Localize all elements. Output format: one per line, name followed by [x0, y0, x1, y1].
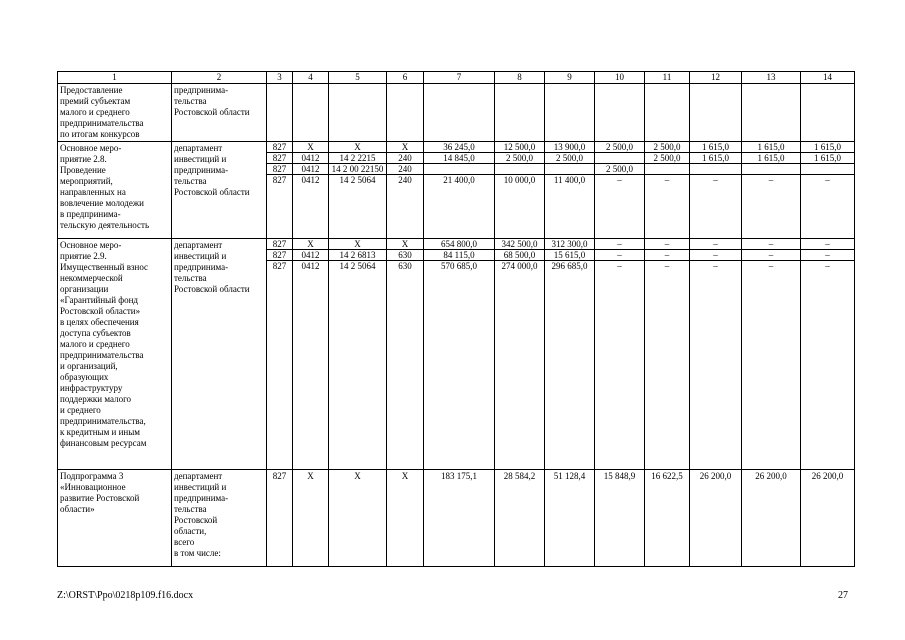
value-cell: –	[595, 250, 644, 261]
value-cell: 827	[267, 153, 292, 164]
value-cell: –	[690, 250, 741, 261]
value-cell: 2 500,0	[595, 142, 644, 153]
value-cell: 296 685,0	[551, 261, 588, 271]
value-cell	[645, 164, 689, 175]
value-cell: –	[768, 261, 774, 271]
value-cell: 10 000,0	[503, 175, 536, 185]
responsible-org: департамент инвестиций и предпринима- тельства Ростовской области	[172, 142, 267, 239]
value-cell: 26 200,0	[742, 470, 801, 567]
value-cell: 0412	[301, 175, 320, 185]
col-8-cells	[495, 142, 545, 239]
program-name: Предоставление премий субъектам малого и среднего предпринимательства по итогам конкурсов	[58, 84, 172, 142]
value-cell: 2 500,0	[645, 142, 689, 153]
value-cell: 240	[387, 164, 423, 175]
value-cell: –	[768, 175, 774, 185]
program-name: Подпрограмма 3 «Инновационное развитие Ростовской области»	[58, 470, 172, 567]
value-cell: 21 400,0	[443, 175, 475, 185]
value-cell: 0412	[293, 164, 328, 175]
value-cell: 36 245,0	[424, 142, 494, 153]
value-cell: X	[329, 470, 387, 567]
value-cell: 14 2 5064	[339, 261, 376, 271]
value-cell: 15 848,9	[595, 470, 645, 567]
value-cell	[690, 164, 741, 175]
value-cell: 16 622,5	[645, 470, 690, 567]
value-cell: 1 615,0	[742, 153, 800, 164]
value-cell	[801, 164, 854, 175]
value-cell: –	[617, 175, 622, 185]
col-10-cells	[595, 239, 645, 470]
value-cell: 14 845,0	[424, 153, 494, 164]
value-cell: 1 615,0	[801, 153, 854, 164]
col-header: 12	[690, 72, 742, 84]
value-cell	[495, 164, 544, 175]
value-cell: –	[645, 250, 689, 261]
value-cell: X	[293, 239, 328, 250]
value-cell: X	[329, 142, 386, 153]
value-cell: 827	[267, 250, 292, 261]
value-cell: 2 500,0	[645, 153, 689, 164]
value-cell	[742, 164, 800, 175]
value-cell: 240	[387, 153, 423, 164]
col-6-cells	[387, 142, 424, 239]
value-cell: 654 800,0	[424, 239, 494, 250]
value-cell: 0412	[293, 153, 328, 164]
responsible-org: департамент инвестиций и предпринима- тельства Ростовской области, всего в том числе:	[172, 470, 267, 567]
col-header: 10	[595, 72, 645, 84]
responsible-org: предпринима- тельства Ростовской области	[172, 84, 267, 142]
col-header: 2	[172, 72, 267, 84]
col-header: 3	[267, 72, 293, 84]
value-cell	[424, 164, 494, 175]
table-row	[58, 239, 855, 470]
value-cell: –	[595, 239, 644, 250]
program-name: Основное меро- приятие 2.8. Проведение мероприятий, направленных на вовлечение молодежи в предпринима- тельскую деятельность	[58, 142, 172, 239]
col-header: 4	[293, 72, 329, 84]
col-11-cells	[645, 239, 690, 470]
program-name: Основное меро- приятие 2.9. Имущественный взнос некоммерческой организации «Гарантийный фонд Ростовской области» в целях обеспечения доступа субъектов малого и среднего предпринимательства и организаций, образующих инфраструктуру поддержки малого и среднего предпринимательства, к кредитным и иным финансовым ресурсам	[58, 239, 172, 470]
col-header: 14	[801, 72, 855, 84]
value-cell: 1 615,0	[801, 142, 854, 153]
col-header: 8	[495, 72, 545, 84]
col-9-cells	[545, 142, 595, 239]
value-cell: 570 685,0	[441, 261, 477, 271]
value-cell	[595, 153, 644, 164]
value-cell: 11 400,0	[553, 175, 586, 185]
value-cell: 28 584,2	[495, 470, 545, 567]
value-cell: –	[742, 239, 800, 250]
col-14-cells	[801, 239, 855, 470]
value-cell: –	[713, 261, 718, 271]
value-cell: 240	[398, 175, 412, 185]
value-cell: 827	[267, 470, 293, 567]
col-header: 7	[424, 72, 495, 84]
col-12-cells	[690, 142, 742, 239]
value-cell: 342 500,0	[495, 239, 544, 250]
value-cell: 14 2 5064	[339, 175, 376, 185]
file-path: Z:\ORST\Ppo\0218p109.f16.docx	[57, 590, 194, 601]
value-cell: –	[664, 175, 670, 185]
value-cell: 183 175,1	[424, 470, 495, 567]
value-cell: 274 000,0	[501, 261, 538, 271]
col-header: 6	[387, 72, 424, 84]
value-cell: 26 200,0	[690, 470, 742, 567]
page-number: 27	[838, 590, 848, 601]
value-cell: 12 500,0	[495, 142, 544, 153]
budget-table	[57, 71, 855, 567]
col-header: 1	[58, 72, 172, 84]
col-header: 13	[742, 72, 801, 84]
value-cell: –	[645, 239, 689, 250]
value-cell: 1 615,0	[690, 153, 741, 164]
col-13-cells	[742, 142, 801, 239]
value-cell: 14 2 2215	[329, 153, 386, 164]
col-11-cells	[645, 142, 690, 239]
value-cell: 14 2 6813	[329, 250, 386, 261]
value-cell: X	[293, 470, 329, 567]
value-cell: 827	[267, 142, 292, 153]
value-cell: 827	[267, 239, 292, 250]
value-cell: –	[664, 261, 670, 271]
value-cell: 51 128,4	[545, 470, 595, 567]
value-cell: 2 500,0	[595, 164, 644, 175]
col-7-cells	[424, 142, 495, 239]
col-3-cells	[267, 239, 293, 470]
col-8-cells	[495, 239, 545, 470]
col-header: 9	[545, 72, 595, 84]
value-cell: –	[690, 239, 741, 250]
value-cell: 84 115,0	[424, 250, 494, 261]
header-row	[58, 72, 855, 84]
value-cell: X	[387, 470, 424, 567]
value-cell: –	[801, 239, 854, 250]
col-12-cells	[690, 239, 742, 470]
value-cell: 630	[387, 250, 423, 261]
col-6-cells	[387, 239, 424, 470]
col-header: 11	[645, 72, 690, 84]
value-cell: 13 900,0	[545, 142, 594, 153]
col-4-cells	[293, 239, 329, 470]
value-cell: 312 300,0	[545, 239, 594, 250]
col-4-cells	[293, 142, 329, 239]
value-cell: 2 500,0	[495, 153, 544, 164]
value-cell: –	[713, 175, 718, 185]
value-cell: 827	[272, 261, 287, 271]
value-cell: X	[293, 142, 328, 153]
value-cell: 1 615,0	[690, 142, 741, 153]
value-cell: X	[387, 239, 423, 250]
table-row	[58, 142, 855, 239]
value-cell: –	[825, 261, 830, 271]
value-cell	[545, 164, 594, 175]
col-5-cells	[329, 239, 387, 470]
col-13-cells	[742, 239, 801, 470]
value-cell: 26 200,0	[801, 470, 855, 567]
col-7-cells	[424, 239, 495, 470]
responsible-org: департамент инвестиций и предпринима- тельства Ростовской области	[172, 239, 267, 470]
value-cell: –	[825, 175, 830, 185]
value-cell: 1 615,0	[742, 142, 800, 153]
value-cell: 0412	[301, 261, 320, 271]
col-14-cells	[801, 142, 855, 239]
value-cell: 0412	[293, 250, 328, 261]
value-cell: 15 615,0	[545, 250, 594, 261]
col-9-cells	[545, 239, 595, 470]
table-row	[58, 470, 855, 567]
value-cell: X	[387, 142, 423, 153]
col-3-cells	[267, 142, 293, 239]
col-10-cells	[595, 142, 645, 239]
value-cell: 2 500,0	[545, 153, 594, 164]
value-cell: X	[329, 239, 386, 250]
value-cell: 827	[272, 175, 287, 185]
value-cell: 827	[267, 164, 292, 175]
table-row	[58, 84, 855, 142]
value-cell: –	[617, 261, 622, 271]
value-cell: 14 2 00 22150	[329, 164, 386, 175]
value-cell: 630	[398, 261, 412, 271]
col-5-cells	[329, 142, 387, 239]
value-cell: –	[801, 250, 854, 261]
value-cell: –	[742, 250, 800, 261]
value-cell: 68 500,0	[495, 250, 544, 261]
col-header: 5	[329, 72, 387, 84]
